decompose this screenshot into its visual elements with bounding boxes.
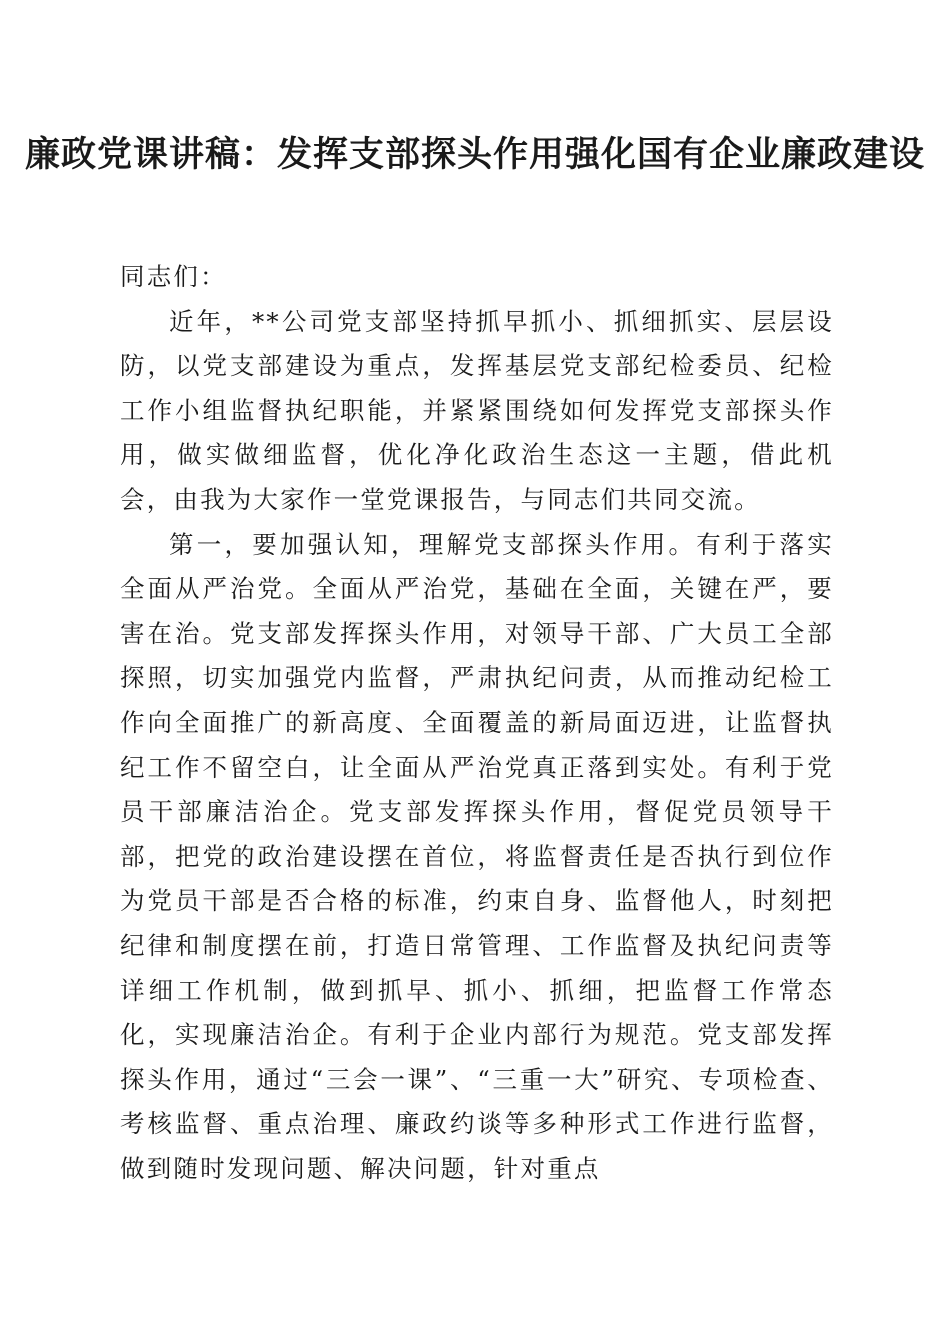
document-body — [120, 255, 834, 1191]
paragraph-first-point-text: 有利于落实全面从严治党。全面从严治党，基础在全面，关键在严，要害在治。党支部发挥探头作用，对领导干部、广大员工全部探照，切实加强党内监督，严肃执纪问责，从而推动纪检工作向全面推广的新高度、全面覆盖的新局面迈进，让监督执纪工作不留空白，让全面从严治党真正落到实处。有利于党员干部廉洁治企。党支部发挥探头作用，督促党员领导干部，把党的政治建设摆在首位，将监督责任是否执行到位作为党员干部是否合格的标准，约束自身、监督他人，时刻把纪律和制度摆在前，打造日常管理、工作监督及执纪问责等详细工作机制，做到抓早、抓小、抓细，把监督工作常态化，实现廉洁治企。有利于企业内部行为规范。党支部发挥探头作用，通过“三会一课”、“三重一大”研究、专项检查、考核监督、重点治理、廉政约谈等多种形式工作进行监督，做到随时发现问题、解决问题，针对重点 — [120, 529, 834, 1183]
paragraph-first-point — [120, 523, 834, 1192]
salutation: 同志们： — [120, 262, 227, 291]
paragraph-intro-text: 近年，**公司党支部坚持抓早抓小、抓细抓实、层层设防，以党支部建设为重点，发挥基层党支部纪检委员、纪检工作小组监督执纪职能，并紧紧围绕如何发挥党支部探头作用，做实做细监督，优化净化政治生态这一主题，借此机会，由我为大家作一堂党课报告，与同志们共同交流。 — [120, 306, 834, 514]
paragraph-first-point-lead: 第一，要加强认知，理解党支部探头作用。 — [169, 529, 697, 559]
paragraph-intro — [120, 300, 834, 523]
document-title: 廉政党课讲稿：发挥支部探头作用强化国有企业廉政建设 — [24, 134, 925, 175]
